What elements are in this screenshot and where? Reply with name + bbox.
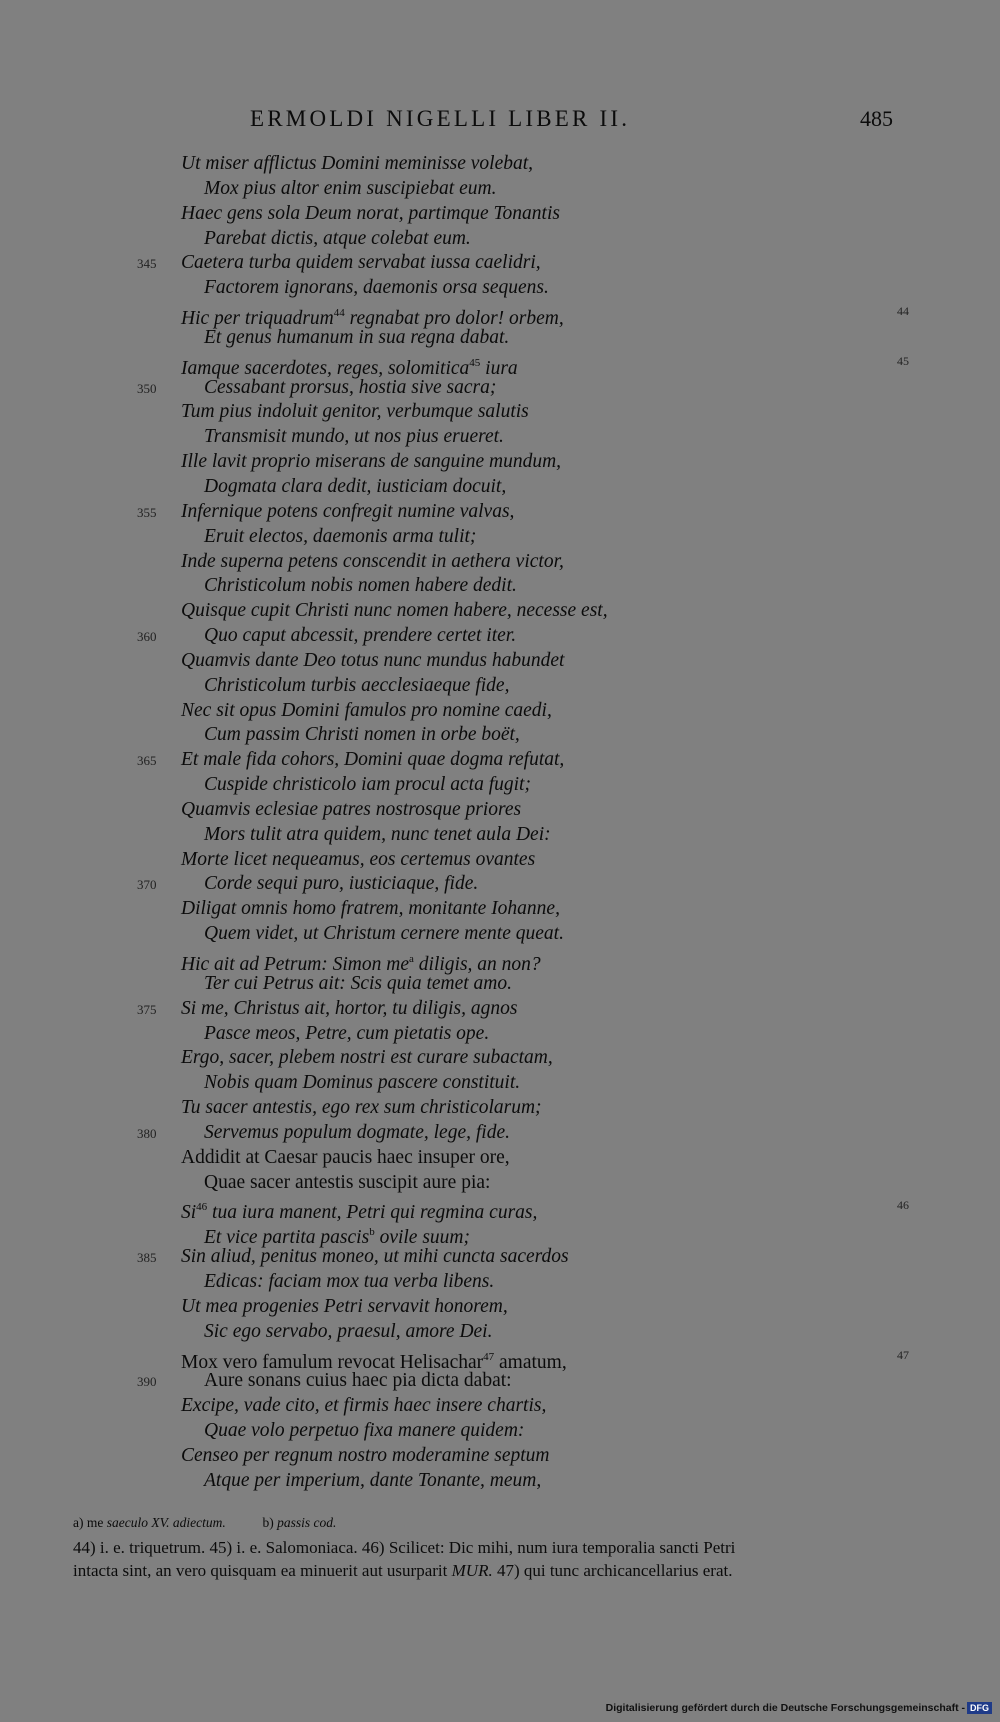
verse-text: Nobis quam Dominus pascere constituit. <box>204 1072 521 1094</box>
verse-text: Christicolum nobis nomen habere dedit. <box>204 575 517 597</box>
verse-text: Servemus populum dogmate, lege, fide. <box>204 1121 510 1143</box>
verse-row <box>0 823 1000 848</box>
margin-note-number: 46 <box>897 1198 909 1213</box>
verse-row <box>0 1022 1000 1047</box>
verse-text-continued: tua iura manent, Petri qui regmina curas, <box>207 1202 538 1224</box>
apparatus-mark-a: a) <box>73 1515 84 1530</box>
margin-note-number: 47 <box>897 1347 909 1362</box>
apparatus-text-b2: cod. <box>313 1515 337 1530</box>
note-reference: b <box>369 1226 375 1239</box>
verse-text: Si <box>181 1202 197 1224</box>
verse-text: Sin aliud, penitus moneo, ut mihi cuncta sacerdos <box>181 1246 569 1268</box>
footnote-line-2 <box>73 1559 933 1582</box>
verse-row <box>0 773 1000 798</box>
verse-line <box>181 1096 542 1120</box>
verse-line <box>181 202 560 226</box>
verse-text: Cessabant prorsus, hostia sive sacra; <box>204 376 497 398</box>
verse-line <box>204 525 476 549</box>
verse-row <box>0 450 1000 475</box>
verse-row <box>0 1270 1000 1295</box>
verse-row <box>0 202 1000 227</box>
verse-row <box>0 177 1000 202</box>
verse-line <box>181 550 564 574</box>
verse-text-continued: iura <box>480 357 518 379</box>
verse-row <box>0 848 1000 873</box>
margin-note-number: 44 <box>897 304 909 319</box>
verse-text: Quem videt, ut Christum cernere mente queat. <box>204 923 564 945</box>
verse-line <box>181 251 541 275</box>
verse-text: Ut miser afflictus Domini meminisse volebat, <box>181 153 534 174</box>
verse-row <box>0 276 1000 301</box>
verse-row <box>0 699 1000 724</box>
dfg-logo: DFG <box>967 1702 992 1714</box>
verse-row <box>0 723 1000 748</box>
verse-text-continued: amatum, <box>494 1351 567 1373</box>
verse-text: Mox vero famulum revocat Helisachar <box>181 1351 484 1373</box>
verse-text: Caetera turba quidem servabat iussa caelidri, <box>181 252 541 274</box>
verse-row <box>0 251 1000 276</box>
line-number: 360 <box>137 629 157 645</box>
verse-row <box>0 972 1000 997</box>
verse-line <box>181 1394 546 1418</box>
verse-line <box>204 674 509 698</box>
verse-line <box>181 152 533 176</box>
line-number: 345 <box>137 256 157 272</box>
verse-row <box>0 897 1000 922</box>
verse-line <box>204 922 564 946</box>
page-number: 485 <box>860 106 893 131</box>
verse-row <box>0 624 1000 649</box>
verse-text: Hic ait ad Petrum: Simon me <box>181 954 410 975</box>
verse-line <box>204 1071 520 1095</box>
verse-row <box>0 1171 1000 1196</box>
verse-row <box>0 649 1000 674</box>
verse-row <box>0 599 1000 624</box>
verse-text: Nec sit opus Domini famulos pro nomine caedi, <box>181 699 552 721</box>
verse-line <box>181 649 564 673</box>
note-reference: a <box>409 953 414 965</box>
verse-text: Addidit at Caesar paucis haec insuper ore, <box>181 1146 510 1168</box>
verse-text: Pasce meos, Petre, cum pietatis ope. <box>204 1022 490 1044</box>
verse-text: Tum pius indoluit genitor, verbumque salutis <box>181 401 529 423</box>
verse-row <box>0 1071 1000 1096</box>
verse-line <box>204 276 549 300</box>
verse-line <box>204 1320 492 1344</box>
verse-text: Ergo, sacer, plebem nostri est curare subactam, <box>181 1047 553 1069</box>
verse-row <box>0 475 1000 500</box>
verse-line <box>204 574 517 598</box>
verse-line <box>181 450 561 474</box>
verse-text: Eruit electos, daemonis arma tulit; <box>204 525 477 547</box>
verse-row <box>0 1195 1000 1224</box>
verse-text: Cuspide christicolo iam procul acta fugit; <box>204 774 531 796</box>
note-reference: 44 <box>333 307 345 320</box>
verse-text: Diligat omnis homo fratrem, monitante Iohanne, <box>181 898 560 920</box>
verse-text: Aure sonans cuius haec pia dicta dabat: <box>204 1370 512 1392</box>
verse-line <box>204 773 531 797</box>
verse-line <box>181 400 529 424</box>
footnote-line-2-b: 47) qui tunc archicancellarius erat. <box>492 1561 733 1580</box>
running-head-title: ERMOLDI NIGELLI LIBER II. <box>250 106 631 131</box>
verse-row <box>0 326 1000 351</box>
verse-text: Ter cui Petrus ait: Scis quia temet amo. <box>204 972 513 994</box>
line-number: 350 <box>137 380 157 396</box>
verse-text: Parebat dictis, atque colebat eum. <box>204 227 471 249</box>
verse-line <box>181 748 564 772</box>
note-reference: 46 <box>196 1201 208 1214</box>
verse-text: Mox pius altor enim suscipiebat eum. <box>204 177 497 199</box>
verse-text: Hic per triquadrum <box>181 308 334 330</box>
verse-text: Sic ego servabo, praesul, amore Dei. <box>204 1320 493 1342</box>
verse-row <box>0 425 1000 450</box>
verse-line <box>181 599 608 623</box>
verse-text: Inde superna petens conscendit in aethera victor, <box>181 550 564 572</box>
verse-text: Corde sequi puro, iusticiaque, fide. <box>204 873 479 895</box>
verse-text: Quae volo perpetuo fixa manere quidem: <box>204 1420 525 1442</box>
verse-row <box>0 1096 1000 1121</box>
verse-text: Ille lavit proprio miserans de sanguine mundum, <box>181 451 562 473</box>
verse-row <box>0 997 1000 1022</box>
verse-row <box>0 1295 1000 1320</box>
verse-line <box>181 699 552 723</box>
verse-text: Morte licet nequeamus, eos certemus ovantes <box>181 848 536 870</box>
verse-text: Et vice partita pascis <box>204 1227 370 1249</box>
verse-text: Iamque sacerdotes, reges, solomitica <box>181 357 470 379</box>
verse-text: Haec gens sola Deum norat, partimque Tonantis <box>181 202 560 224</box>
verse-row <box>0 351 1000 379</box>
verse-text: Ut mea progenies Petri servavit honorem, <box>181 1295 508 1317</box>
verse-line <box>204 972 512 996</box>
verse-line <box>181 1245 569 1269</box>
line-number: 370 <box>137 877 157 893</box>
line-number: 380 <box>137 1125 157 1141</box>
verse-line <box>181 1046 553 1070</box>
apparatus-text-a2: saeculo XV. adiectum. <box>106 1515 226 1530</box>
verse-row <box>0 376 1000 401</box>
critical-apparatus <box>73 1515 336 1531</box>
verse-row <box>0 872 1000 897</box>
verse-text: Infernique potens confregit numine valvas, <box>181 500 515 522</box>
verse-text: Quo caput abcessit, prendere certet iter. <box>204 625 517 647</box>
verse-row <box>0 1245 1000 1270</box>
verse-text: Quamvis eclesiae patres nostrosque priores <box>181 798 522 820</box>
verse-line <box>204 1369 512 1393</box>
digitization-credit <box>606 1702 992 1714</box>
verse-line <box>204 326 509 350</box>
verse-line <box>204 723 520 747</box>
verse-text-continued: regnabat pro dolor! orbem, <box>344 308 564 330</box>
verse-line <box>181 1146 510 1170</box>
verse-line <box>181 1444 549 1468</box>
verse-row <box>0 922 1000 947</box>
verse-line <box>204 823 551 847</box>
verse-text: Si me, Christus ait, hortor, tu diligis, agnos <box>181 997 518 1019</box>
verse-text: Christicolum turbis aecclesiaeque fide, <box>204 674 510 696</box>
verse-line <box>204 1171 490 1195</box>
verse-text: Quae sacer antestis suscipit aure pia: <box>204 1171 491 1193</box>
verse-row <box>0 1046 1000 1071</box>
verse-line <box>204 376 496 400</box>
verse-line <box>204 1022 489 1046</box>
verse-text: Et genus humanum in sua regna dabat. <box>204 326 510 348</box>
verse-text-continued: ovile suum; <box>374 1227 470 1249</box>
verse-line <box>181 897 560 921</box>
verse-text: Transmisit mundo, ut nos pius erueret. <box>204 426 504 448</box>
footnote-line-2-source: MUR. <box>451 1561 493 1580</box>
verse-row <box>0 1146 1000 1171</box>
verse-text: Tu sacer antestis, ego rex sum christicolarum; <box>181 1097 542 1119</box>
verse-line <box>181 848 535 872</box>
verse-line <box>181 1295 508 1319</box>
verse-row <box>0 227 1000 252</box>
verse-row <box>0 798 1000 823</box>
verse-text: Edicas: faciam mox tua verba libens. <box>204 1270 495 1292</box>
verse-text: Quisque cupit Christi nunc nomen habere, necesse est, <box>181 600 608 622</box>
footnote-line-2-a: intacta sint, an vero quisquam ea minuerit aut usurparit <box>73 1561 452 1580</box>
verse-text: Factorem ignorans, daemonis orsa sequens. <box>204 277 549 299</box>
verse-row <box>0 748 1000 773</box>
verse-row <box>0 500 1000 525</box>
line-number: 355 <box>137 504 157 520</box>
verse-row <box>0 301 1000 330</box>
verse-line <box>204 872 478 896</box>
verse-line <box>204 1121 510 1145</box>
verse-line <box>204 624 516 648</box>
verse-text: Excipe, vade cito, et firmis haec insere chartis, <box>181 1395 547 1417</box>
verse-row <box>0 152 1000 177</box>
verse-line <box>181 798 521 822</box>
apparatus-mark-b: b) <box>262 1515 274 1530</box>
verse-row <box>0 1345 1000 1373</box>
verse-row <box>0 1121 1000 1146</box>
verse-line <box>204 1270 494 1294</box>
footnotes <box>73 1536 933 1582</box>
verse-text-continued: diligis, an non? <box>413 954 541 975</box>
verse-row <box>0 1419 1000 1444</box>
verse-row <box>0 550 1000 575</box>
verse-text: Quamvis dante Deo totus nunc mundus habundet <box>181 649 565 671</box>
verse-line <box>204 425 504 449</box>
verse-line <box>204 475 506 499</box>
credit-text: Digitalisierung gefördert durch die Deutsche Forschungsgemeinschaft - <box>605 1702 965 1714</box>
verse-row <box>0 1394 1000 1419</box>
line-number: 365 <box>137 753 157 769</box>
verse-line <box>204 177 496 201</box>
verse-row <box>0 1469 1000 1494</box>
verse-line <box>204 1419 524 1443</box>
verse-line <box>181 997 517 1021</box>
note-reference: 47 <box>483 1350 495 1363</box>
apparatus-text-b1: passis <box>277 1515 311 1530</box>
margin-note-number: 45 <box>897 353 909 368</box>
verse-text: Et male fida cohors, Domini quae dogma refutat, <box>181 749 565 771</box>
verse-text: Atque per imperium, dante Tonante, meum, <box>204 1469 542 1491</box>
apparatus-text-a1: me <box>86 1515 104 1530</box>
verse-line <box>204 227 471 251</box>
note-reference: 45 <box>469 356 481 369</box>
verse-row <box>0 1320 1000 1345</box>
verse-row <box>0 1444 1000 1469</box>
verse-row <box>0 947 1000 975</box>
line-number: 390 <box>137 1374 157 1390</box>
verse-line <box>204 1469 541 1493</box>
verse-row <box>0 1220 1000 1249</box>
verse-row <box>0 400 1000 425</box>
verse-line <box>181 500 514 524</box>
verse-row <box>0 1369 1000 1394</box>
verse-block <box>0 152 1000 1494</box>
verse-row <box>0 574 1000 599</box>
footnote-line-1: 44) i. e. triquetrum. 45) i. e. Salomoniaca. 46) Scilicet: Dic mihi, num iura temporalia sancti Petri <box>73 1538 736 1557</box>
verse-row <box>0 525 1000 550</box>
verse-text: Mors tulit atra quidem, nunc tenet aula Dei: <box>204 823 551 845</box>
verse-text: Censeo per regnum nostro moderamine septum <box>181 1444 550 1466</box>
line-number: 385 <box>137 1250 157 1266</box>
line-number: 375 <box>137 1001 157 1017</box>
verse-text: Cum passim Christi nomen in orbe boët, <box>204 724 520 746</box>
verse-row <box>0 674 1000 699</box>
verse-text: Dogmata clara dedit, iusticiam docuit, <box>204 475 507 497</box>
